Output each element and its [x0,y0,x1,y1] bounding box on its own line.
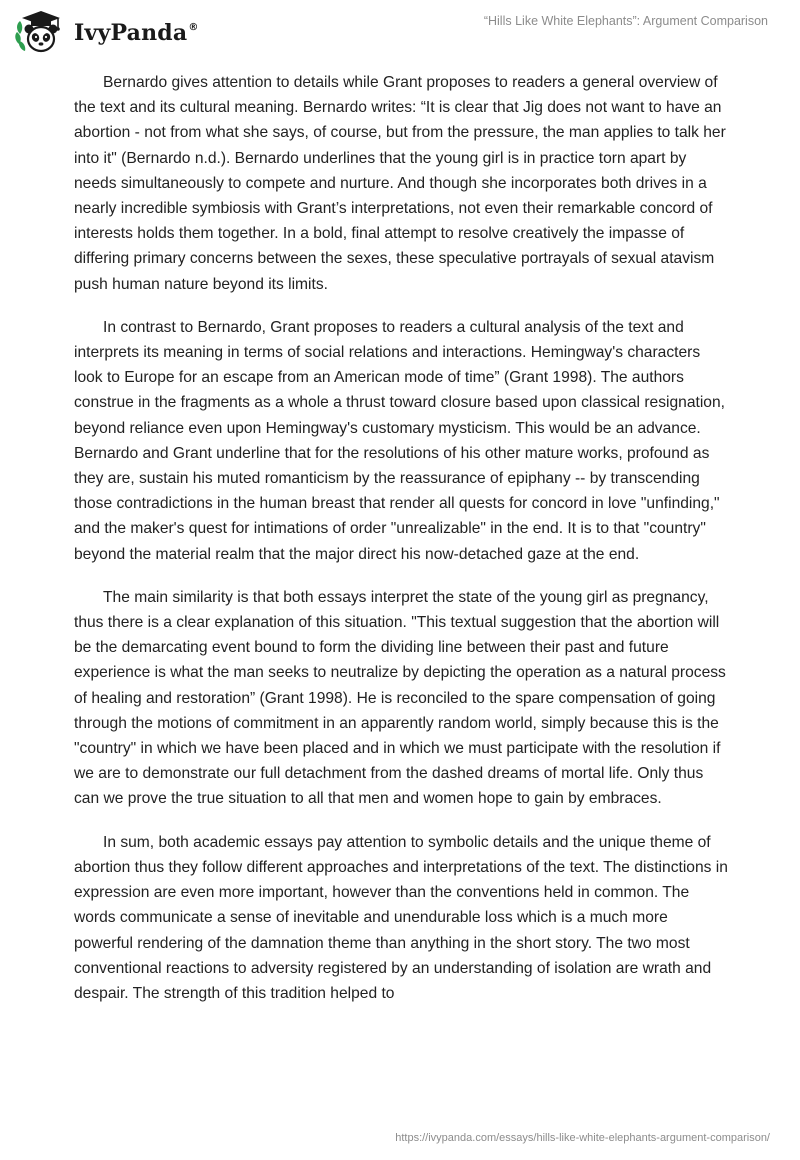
essay-paragraph: The main similarity is that both essays interpret the state of the young girl as pregnancy, thus there is a clear explanation of this situation. "This textual suggestion that the abortion will be the demarcating event bound to form the dividing line between their past and future experience is what the man seeks to neutralize by depicting the operation as a natural process of healing and restoration” (Grant 1998). He is reconciled to the spare compensation of going through the motions of commitment in an apparently random world, simply because this is the "country" in which we have been placed and in which we must participate with the resolution if we are to demonstrate our full detachment from the dashed dreams of mortal life. Only thus can we prove the true situation to all that men and women hope to gain by embraces. [74,588,726,808]
brand-name-text: IvyPanda [74,20,188,46]
essay-paragraph: In contrast to Bernardo, Grant proposes to readers a cultural analysis of the text and interprets its meaning in terms of social relations and interactions. Hemingway's characters look to Europe for an escape from an American mode of time” (Grant 1998). The authors construe in the fragments as a whole a thrust toward closure based upon classical resignation, beyond reliance even upon Hemingway's customary mysticism. This would be an advance. Bernardo and Grant underline that for the resolutions of his other mature works, profound as they are, sustain his muted romanticism by the reassurance of epiphany -- by transcending those contradictions in the human breast that render all quests for concord in love "unfinding," and the maker's quest for intimations of order "unrealizable" in the end. It is to that "country" beyond the material realm that the major direct his now-detached gaze at the end. [74,318,725,563]
document-title: “Hills Like White Elephants”: Argument Comparison [483,14,768,28]
essay-paragraph: In sum, both academic essays pay attention to symbolic details and the unique theme of abortion thus they follow different approaches and interpretations of the text. The distinctions in expression are even more important, however than the conventions held in common. The words communicate a sense of inevitable and unendurable loss which is a much more powerful rendering of the damnation theme than anything in the short story. The two most conventional reactions to adversity registered by an understanding of isolation are wrath and despair. The strength of this tradition helped to [74,833,728,1002]
essay-paragraph: Bernardo gives attention to details while Grant proposes to readers a general overview of the text and its cultural meaning. Bernardo writes: “It is clear that Jig does not want to have an abortion - not from what she says, of course, but from the pressure, the man applies to talk her into it" (Bernardo n.d.). Bernardo underlines that the young girl is in practice torn apart by needs simultaneously to compete and nurture. And though she incorporates both drives in a nearly incredible symbiosis with Grant’s interpretations, not even their remarkable concord of interests holds them together. In a bold, final attempt to resolve creatively the impasse of differing primary concerns between the sexes, these speculative portrayals of sexual atavism push human nature beyond its limits. [74,74,726,293]
essay-body [74,70,730,1024]
brand-name [74,20,199,46]
registered-mark: ® [188,22,199,33]
panda-graduate-icon [14,8,66,56]
page-header [0,0,800,60]
ivypanda-logo[interactable] [14,8,199,56]
source-url[interactable]: https://ivypanda.com/essays/hills-like-white-elephants-argument-comparison/ [395,1132,770,1144]
